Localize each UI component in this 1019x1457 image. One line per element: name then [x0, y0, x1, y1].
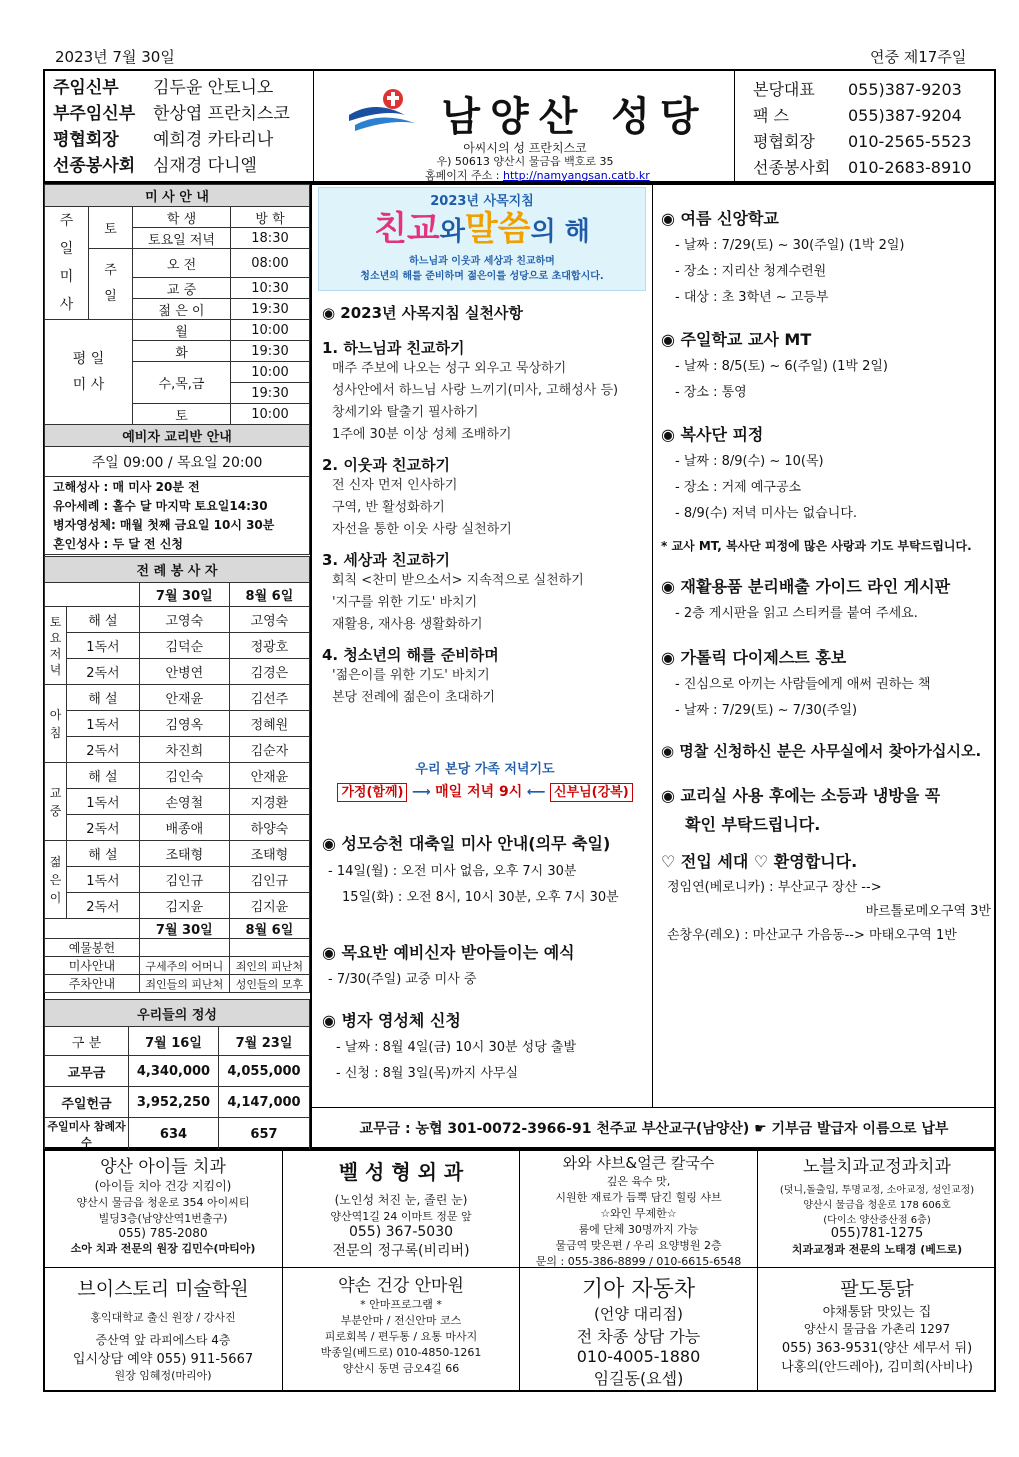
mass-title: 미 사 안 내	[45, 185, 310, 207]
staff-row: 부주임신부 한상엽 프란치스코	[53, 104, 290, 124]
sunday-label: 주 일	[89, 249, 133, 320]
sacrament-item: 유아세례 : 홀수 달 마지막 토요일14:30	[53, 498, 268, 513]
group-label: 토 요 저 녁	[45, 607, 67, 685]
sacrament-list	[45, 477, 310, 555]
ad-kia-motors: 기아 자동차 (언양 대리점) 전 차종 상담 가능 010-4005-1880 임길동(요셉)	[576, 1277, 701, 1388]
group-label: 젊 은 이	[45, 841, 67, 919]
group-label: 아 침	[45, 685, 67, 763]
liturgical-week: 연중 제17주일	[870, 48, 967, 66]
right-notices: ◉ 여름 신앙학교 - 날짜 : 7/29(토) ~ 30(주일) (1박 2일) - 장소 : 지리산 청계수련원 - 대상 : 초 3학년 ~ 고등부 ◉ 주일학교 교사 MT - 날짜 : 8/5(토) ~ 6(주일) (1박 2일) - 장소 : 통영 ◉ 복사단 피정 - 날짜 : 8/9(수) ~ 10(목) - 장소 : 거제 예구공소 - 8/9(수) 저녁 미사는 없습니다. * 교사 MT, 복사단 피정에 많은 사랑과 기도 부탁드립니다. ◉ 재활용품 분리배출 가이드 라인 게시판 - 2층 게시판을 읽고 스티커를 붙여 주세요. ◉ 가톨릭 다이제스트 홍보 - 진심으로 아끼는 사람들에게 애써 권하는 책 - 날짜 : 7/29(토) ~ 7/30(주일) ◉ 명찰 신청하신 분은 사무실에서 찾아가십시오. ◉ 교리실 사용 후에는 소등과 냉방을 꼭 확인 부탁드립니다. ♡ 전입 세대 ♡ 환영합니다. 정임연(베로니카) : 부산교구 장산 --> 바르톨로메오구역 3반 손창우(레오) : 마산교구 가음동--> 마태오구역 1반	[661, 209, 991, 943]
ad-chicken: 팔도통닭 야채통닭 맛있는 집 양산시 물금읍 가촌리 1297 055) 363-9531(양산 세무서 뒤) 나홍의(안드레아), 김미희(사비나)	[781, 1278, 973, 1375]
staff-row: 주임신부 김두윤 안토니오	[53, 78, 274, 98]
ad-shabu: 와와 샤브&얼큰 칼국수 깊은 육수 맛, 시원한 재료가 듬뿍 담긴 힐링 샤브 ☆와인 무제한☆ 룸에 단체 30명까지 가능 물금역 맞은편 / 우리 요양병원 2층 문의 : 055-386-8899 / 010-6615-6548	[535, 1154, 742, 1268]
header	[43, 69, 996, 183]
contact-row: 선종봉사회 010-2683-8910	[753, 158, 972, 177]
offering-table: 우리들의 정성 구 분 7월 16일 7월 23일 교무금 4,340,000 4,055,000 주일헌금 3,952,250 4,147,000 주일미사 참례자수 634 657	[44, 999, 310, 1151]
liturgy-table: 전 례 봉 사 자 7월 30일 8월 6일 토 요 저 녁 해 설 고영숙 고영숙 1독서 김덕순 정광호 2독서 안병연 김경은 아 침 해 설 안재윤 김선주 1독서 김영옥 정혜원 2독서 차진희 김순자 교 중 해 설 김인숙 안재윤 1독서 손영철 지경환 2독서 배종애 하양숙 젊 은 이 해 설 조태형 조태형 1독서 김인규 김인규 2독서 김지윤 김지윤 7월 30일 8월 6일 예물봉헌 미사안내 구세주의 어머니 죄인의 피난처 주차안내 죄인들의 피난처 성인들의 모후	[44, 556, 310, 993]
catechumen-time: 주일 09:00 / 목요일 20:00	[45, 447, 310, 477]
homepage: 홈페이지 주소 : http://namyangsan.catb.kr	[425, 169, 650, 182]
offering-title: 우리들의 정성	[45, 1000, 310, 1027]
catechumen-title: 예비자 교리반 안내	[45, 425, 310, 447]
mass-table: 미 사 안 내 주 일 미 사 토 학 생 방 학 토요일 저녁 18:30 주 일 오 전 08:00 교 중 10:30 젊 은 이 19:30 평 일 미 사 월 10:00 화 19:30 수,목,금 10:00 19:30 토 10:00 예비자 교리반 안내 주일 09:00 / 목요일 20:00 고해성사 : 매 미사 20분 전 유아세례 : 홀수 달 마지막 토요일14:30 병자영성체: 매월 첫째 금요일 10시 30분 혼인성사 : 두 달 전 신청	[44, 184, 310, 555]
contact-list	[753, 77, 972, 181]
pastoral-banner: 2023년 사목지침 친교와말씀의 해 하느님과 이웃과 세상과 친교하며 청소년의 해를 준비하며 젊은이를 성당으로 초대합시다.	[318, 187, 646, 291]
ad-dental-kids: 양산 아이들 치과 (아이들 치아 건강 지킴이) 양산시 물금읍 청운로 354 아이씨티 빌딩3층(남양산역1번출구) 055) 785-2080 소아 치과 전문의 원장 김민수(마티아)	[70, 1157, 256, 1255]
liturgy-title: 전 례 봉 사 자	[45, 557, 310, 583]
welcome-rite: ◉ 목요반 예비신자 받아들이는 예식 - 7/30(주일) 교중 미사 중	[322, 943, 575, 987]
staff-row: 평협회장 예희경 카타리나	[53, 130, 274, 150]
account-info: 교무금 : 농협 301-0072-3966-91 천주교 부산교구(남양산) ☛ 기부금 발급자 이름으로 납부	[359, 1121, 949, 1137]
sunday-mass-label: 주 일 미 사	[45, 207, 89, 320]
ad-massage: 약손 건강 안마원 * 안마프로그램 * 부분안마 / 전신안마 코스 피로회복 / 편두통 / 요통 마사지 박종일(베드로) 010-4850-1261 양산시 동면 금오4길 66	[320, 1276, 482, 1375]
assumption-notice: ◉ 성모승천 대축일 미사 안내(의무 축일) - 14일(월) : 오전 미사 없음, 오후 7시 30분 15일(화) : 오전 8시, 10시 30분, 오후 7시 30분	[322, 834, 619, 905]
sick-communion: ◉ 병자 영성체 신청 - 날짜 : 8월 4일(금) 10시 30분 성당 출발 - 신청 : 8월 3일(목)까지 사무실	[322, 1011, 577, 1081]
pastoral-practice: ◉ 2023년 사목지침 실천사항 1. 하느님과 친교하기 매주 주보에 나오는 성구 외우고 묵상하기 성사안에서 하느님 사랑 느끼기(미사, 고해성사 등) 창세기와 탈출기 필사하기 1주에 30분 이상 성체 조배하기 2. 이웃과 친교하기 전 신자 먼저 인사하기 구역, 반 활성화하기 자선을 통한 이웃 사랑 실천하기 3. 세상과 친교하기 회칙 <찬미 받으소서> 지속적으로 실천하기 '지구를 위한 기도' 바치기 재활용, 재사용 생활화하기 4. 청소년의 해를 준비하며 '젊은이를 위한 기도' 바치기 본당 전례에 젊은이 초대하기	[322, 304, 619, 705]
sacrament-item: 고해성사 : 매 미사 20분 전	[53, 479, 200, 494]
staff-list	[53, 75, 290, 179]
address: 우) 50613 양산시 물금읍 백호로 35	[436, 155, 614, 168]
group-label: 교 중	[45, 763, 67, 841]
patron: 아씨시의 성 프란치스코	[463, 141, 587, 155]
contact-row: 본당대표 055)387-9203	[753, 80, 962, 99]
family-prayer: 우리 본당 가족 저녁기도 가정(함께) ⟶ 매일 저녁 9시 ⟵ 신부님(강복)	[330, 758, 640, 806]
weekday-mass-label: 평 일 미 사	[45, 320, 133, 425]
ad-art-school: 브이스토리 미술학원 홍익대학교 출신 원장 / 강사진 증산역 앞 라피에스타 4층 입시상담 예약 055) 911-5667 원장 임혜정(마리아)	[72, 1278, 254, 1382]
sacrament-item: 혼인성사 : 두 달 전 신청	[53, 536, 184, 551]
staff-row: 선종봉사회 심재경 다니엘	[53, 156, 257, 176]
contact-row: 팩 스 055)387-9204	[753, 106, 962, 125]
sacrament-item: 병자영성체: 매월 첫째 금요일 10시 30분	[53, 517, 275, 532]
contact-row: 평협회장 010-2565-5523	[753, 132, 972, 151]
church-title: 남양산 성당	[441, 94, 709, 140]
ad-orthodontics: 노블치과교정과치과 (덧니,돌출입, 투명교정, 소아교정, 성인교정) 양산시 물금읍 청운로 178 606호 (다이소 양산증산점 6층) 055)781-1275 치과교정과 전문의 노태경 (베드로)	[779, 1157, 975, 1256]
homepage-link[interactable]: http://namyangsan.catb.kr	[502, 169, 650, 182]
ad-plastic-surgery: 벨 성 형 외 과 (노인성 처진 눈, 졸린 눈) 양산역1길 24 이마트 정문 앞 055) 367-5030 전문의 정구록(비리버)	[330, 1160, 472, 1259]
church-logo-icon	[345, 85, 425, 135]
bulletin-date: 2023년 7월 30일	[55, 48, 175, 66]
